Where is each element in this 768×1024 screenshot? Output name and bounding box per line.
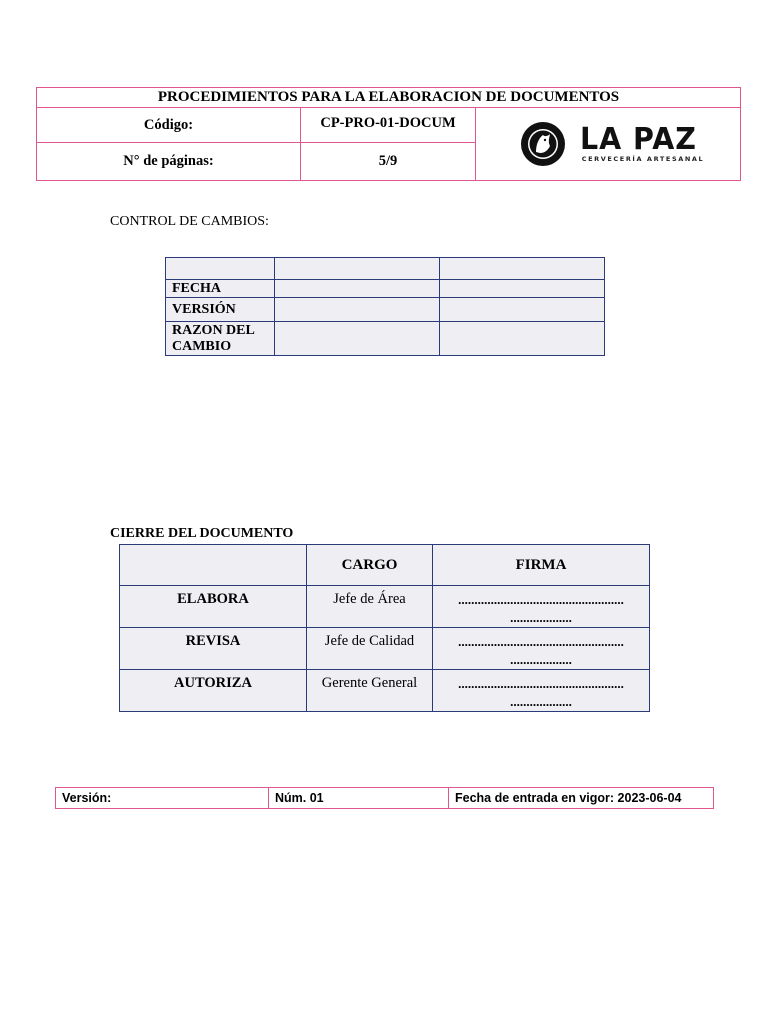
cargo-cell: Jefe de Calidad	[307, 628, 433, 670]
company-logo	[476, 120, 740, 168]
signature-cell	[433, 586, 650, 628]
logo-tagline: CERVECERÍA ARTESANAL	[581, 155, 705, 164]
logo-cell	[476, 108, 741, 181]
document-title: PROCEDIMIENTOS PARA LA ELABORACION DE DOCUMENTOS	[37, 88, 741, 108]
table-row	[166, 298, 605, 322]
signature-cell	[433, 628, 650, 670]
changes-label-razon: RAZON DEL CAMBIO	[166, 322, 275, 356]
changes-cell	[275, 322, 440, 356]
closing-title: CIERRE DEL DOCUMENTO	[110, 526, 294, 541]
closing-table	[119, 544, 650, 712]
table-row	[166, 280, 605, 298]
changes-cell	[440, 280, 605, 298]
changes-label-version: VERSIÓN	[166, 298, 275, 322]
table-row	[120, 586, 650, 628]
changes-cell	[275, 280, 440, 298]
changes-table	[165, 257, 605, 356]
pages-label: N° de páginas:	[37, 143, 301, 181]
changes-cell	[275, 298, 440, 322]
footer-number: Núm. 01	[269, 788, 449, 809]
table-row	[166, 322, 605, 356]
table-row	[166, 258, 605, 280]
signature-line: ...................	[510, 610, 572, 625]
role-revisa: REVISA	[120, 628, 307, 670]
changes-label-cell	[166, 258, 275, 280]
changes-title: CONTROL DE CAMBIOS:	[110, 214, 269, 229]
closing-header-firma: FIRMA	[433, 545, 650, 586]
signature-line: ...................................................	[458, 634, 624, 649]
signature-line: ...................................................	[458, 592, 624, 607]
code-label: Código:	[37, 108, 301, 143]
signature-cell	[433, 670, 650, 712]
table-header-row	[120, 545, 650, 586]
document-footer	[55, 787, 714, 809]
changes-label-fecha: FECHA	[166, 280, 275, 298]
signature-line: ...................................................	[458, 676, 624, 691]
role-elabora: ELABORA	[120, 586, 307, 628]
closing-header-cargo: CARGO	[307, 545, 433, 586]
document-header	[36, 87, 741, 181]
cargo-cell: Gerente General	[307, 670, 433, 712]
footer-effective-date: Fecha de entrada en vigor: 2023-06-04	[449, 788, 714, 809]
changes-cell	[440, 322, 605, 356]
signature-line: ...................	[510, 652, 572, 667]
cargo-cell: Jefe de Área	[307, 586, 433, 628]
code-value: CP-PRO-01-DOCUM	[301, 108, 476, 143]
signature-line: ...................	[510, 694, 572, 709]
role-autoriza: AUTORIZA	[120, 670, 307, 712]
closing-header-empty	[120, 545, 307, 586]
footer-version: Versión:	[56, 788, 269, 809]
changes-cell	[440, 298, 605, 322]
changes-cell	[440, 258, 605, 280]
pages-value: 5/9	[301, 143, 476, 181]
beer-seal-icon	[512, 120, 574, 168]
table-row	[120, 628, 650, 670]
changes-cell	[275, 258, 440, 280]
table-row	[120, 670, 650, 712]
logo-name: LA PAZ	[579, 122, 697, 158]
